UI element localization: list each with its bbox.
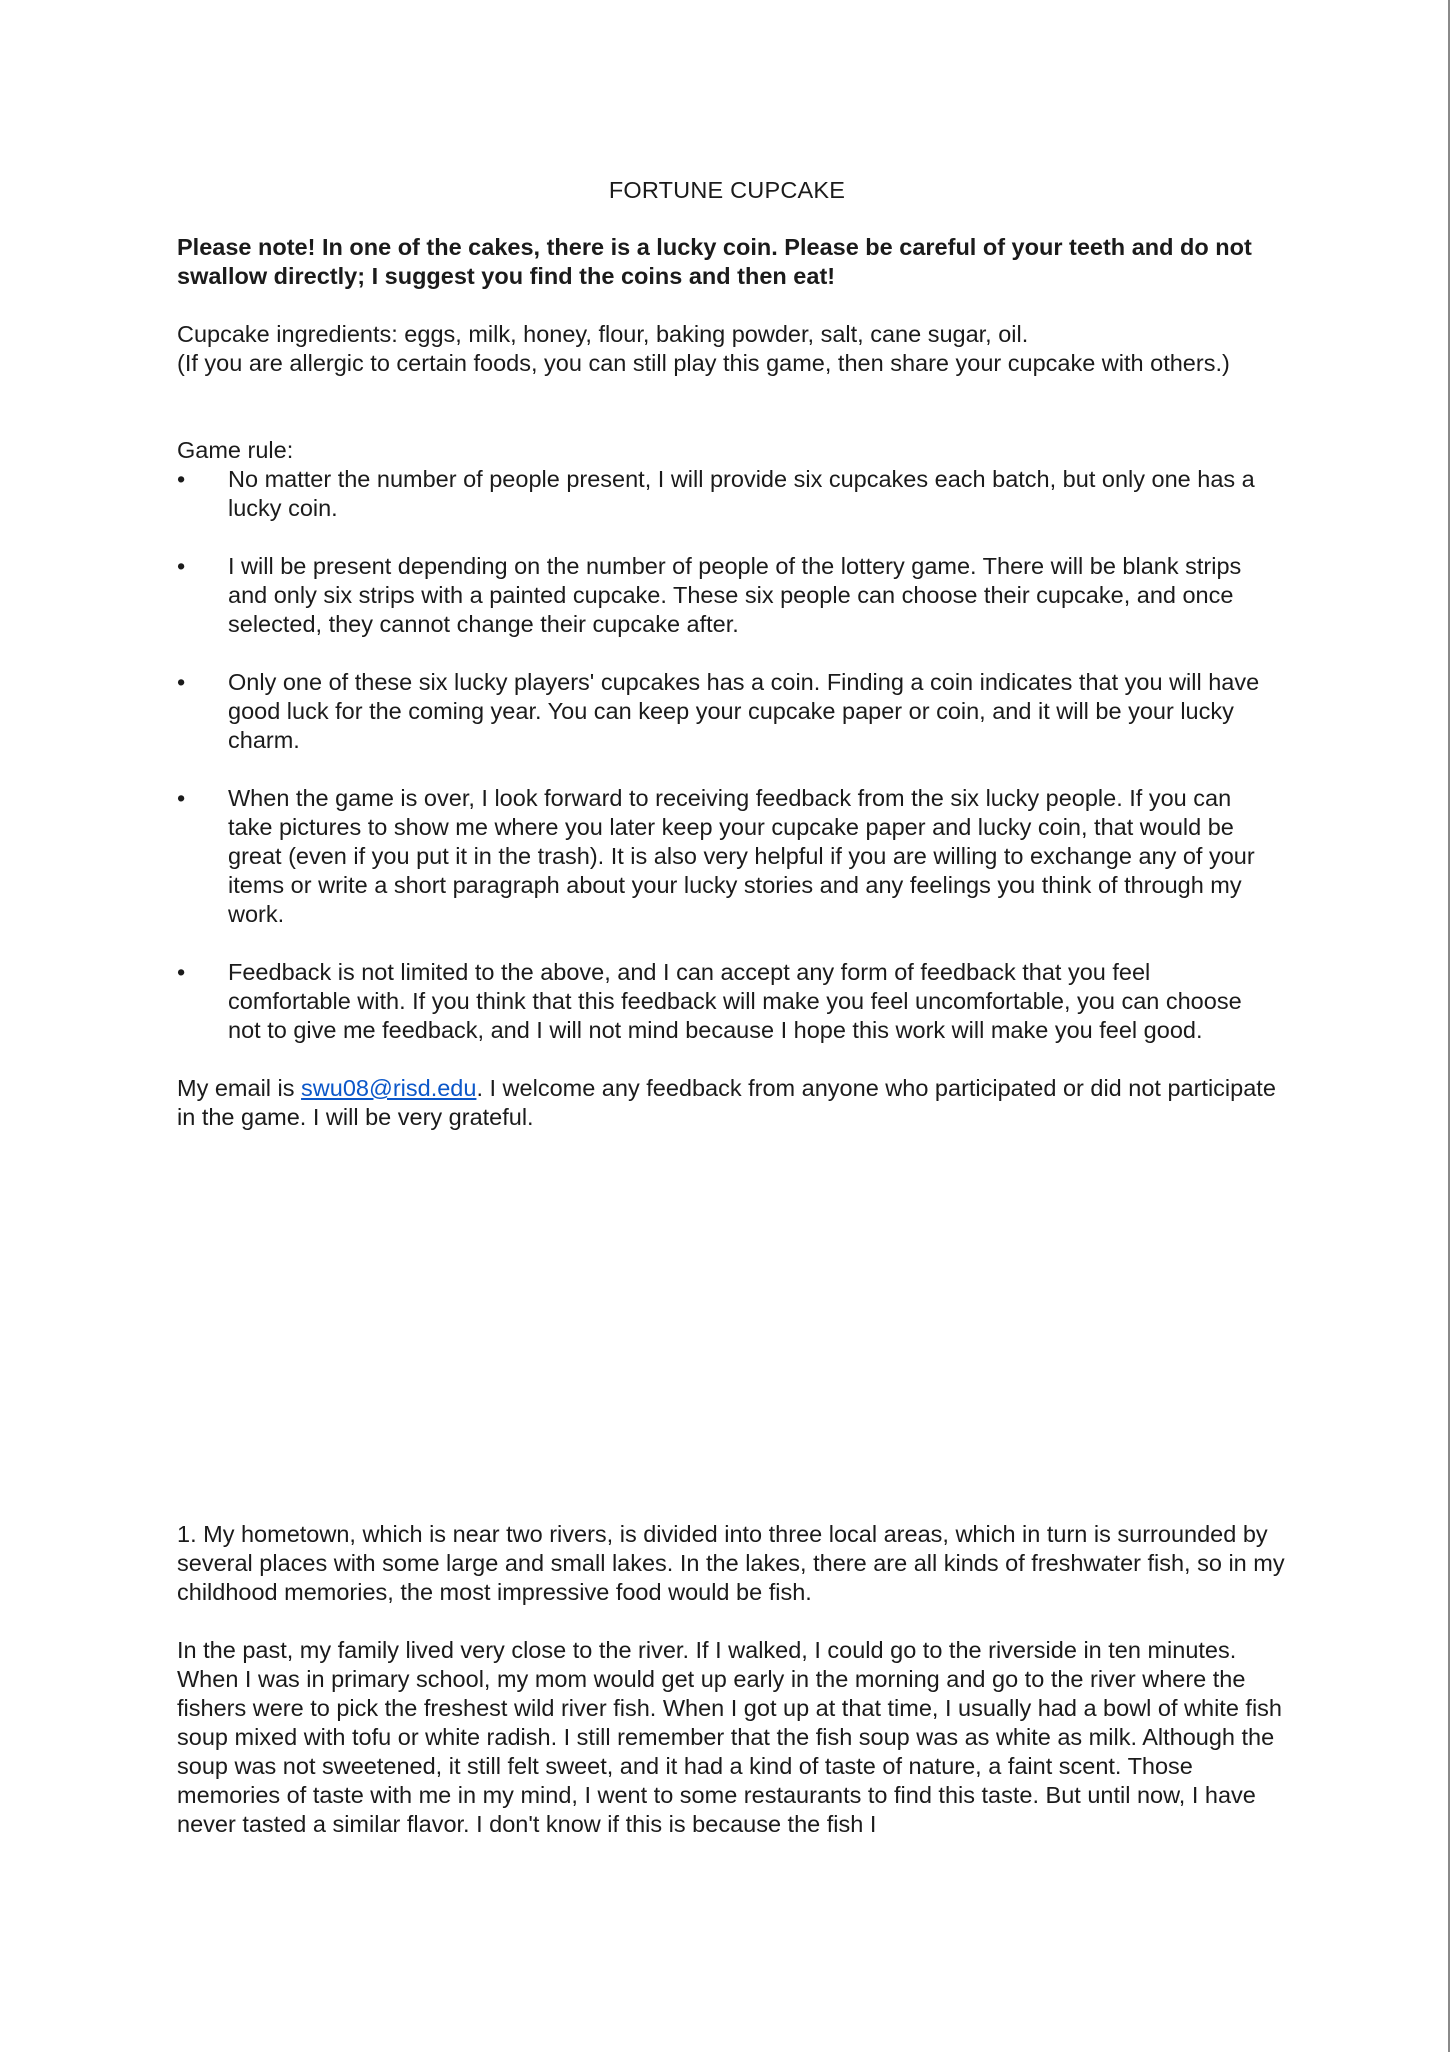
ingredients-line: Cupcake ingredients: eggs, milk, honey, flour, baking powder, salt, cane sugar, oil.	[177, 321, 1029, 347]
allergy-note: (If you are allergic to certain foods, you can still play this game, then share your cupcake with others.)	[177, 350, 1230, 376]
document-body	[177, 176, 1277, 1132]
warning-note: Please note! In one of the cakes, there is a lucky coin. Please be careful of your teeth and do not swallow directly; I suggest you find the coins and then eat!	[177, 234, 1252, 289]
rule-text: When the game is over, I look forward to receiving feedback from the six lucky people. If you can take pictures to show me where you later keep your cupcake paper and lucky coin, that would be great (even if you put it in the trash). It is also very helpful if you are willing to exchange any of your items or write a short paragraph about your lucky stories and any feelings you think of through my work.	[228, 785, 1255, 927]
document-title: FORTUNE CUPCAKE	[608, 177, 846, 203]
spacer	[177, 378, 1277, 436]
bullet-icon: •	[177, 669, 186, 695]
story-section	[177, 1520, 1287, 1868]
email-link[interactable]: swu08@risd.edu	[301, 1075, 477, 1101]
page-edge-divider	[1448, 0, 1450, 2052]
bullet-icon: •	[177, 466, 186, 492]
rule-item	[177, 465, 1277, 523]
rules-heading: Game rule:	[177, 437, 294, 463]
rule-text: I will be present depending on the number of people of the lottery game. There will be blank strips and only six strips with a painted cupcake. These six people can choose their cupcake, and once selected, they cannot change their cupcake after.	[228, 553, 1242, 637]
email-prefix: My email is	[177, 1075, 302, 1101]
bullet-icon: •	[177, 959, 186, 985]
rule-text: No matter the number of people present, I will provide six cupcakes each batch, but only one has a lucky coin.	[228, 466, 1255, 521]
bullet-icon: •	[177, 785, 186, 811]
email-paragraph	[177, 1074, 1277, 1132]
rule-item	[177, 668, 1277, 755]
bullet-icon: •	[177, 553, 186, 579]
rule-item	[177, 552, 1277, 639]
story-paragraph-2: In the past, my family lived very close to the river. If I walked, I could go to the riverside in ten minutes. When I was in primary school, my mom would get up early in the morning and go to the river where the fishers were to pick the freshest wild river fish. When I got up at that time, I usually had a bowl of white fish soup mixed with tofu or white radish. I still remember that the fish soup was as white as milk. Although the soup was not sweetened, it still felt sweet, and it had a kind of taste of nature, a faint scent. Those memories of taste with me in my mind, I went to some restaurants to find this taste. But until now, I have never tasted a similar flavor. I don't know if this is because the fish I	[177, 1637, 1283, 1837]
rules-list	[177, 465, 1277, 1045]
rule-item	[177, 784, 1277, 929]
rule-item	[177, 958, 1277, 1045]
rule-text: Feedback is not limited to the above, and I can accept any form of feedback that you feel comfortable with. If you think that this feedback will make you feel uncomfortable, you can choose not to give me feedback, and I will not mind because I hope this work will make you feel good.	[228, 959, 1242, 1043]
story-paragraph-1: 1. My hometown, which is near two rivers, is divided into three local areas, which in turn is surrounded by several places with some large and small lakes. In the lakes, there are all kinds of freshwater fish, so in my childhood memories, the most impressive food would be fish.	[177, 1521, 1285, 1605]
rule-text: Only one of these six lucky players' cupcakes has a coin. Finding a coin indicates that you will have good luck for the coming year. You can keep your cupcake paper or coin, and it will be your lucky charm.	[228, 669, 1260, 753]
email-suffix: . I welcome any feedback from anyone who participated or did not participate in the game. I will be very grateful.	[177, 1075, 1276, 1130]
